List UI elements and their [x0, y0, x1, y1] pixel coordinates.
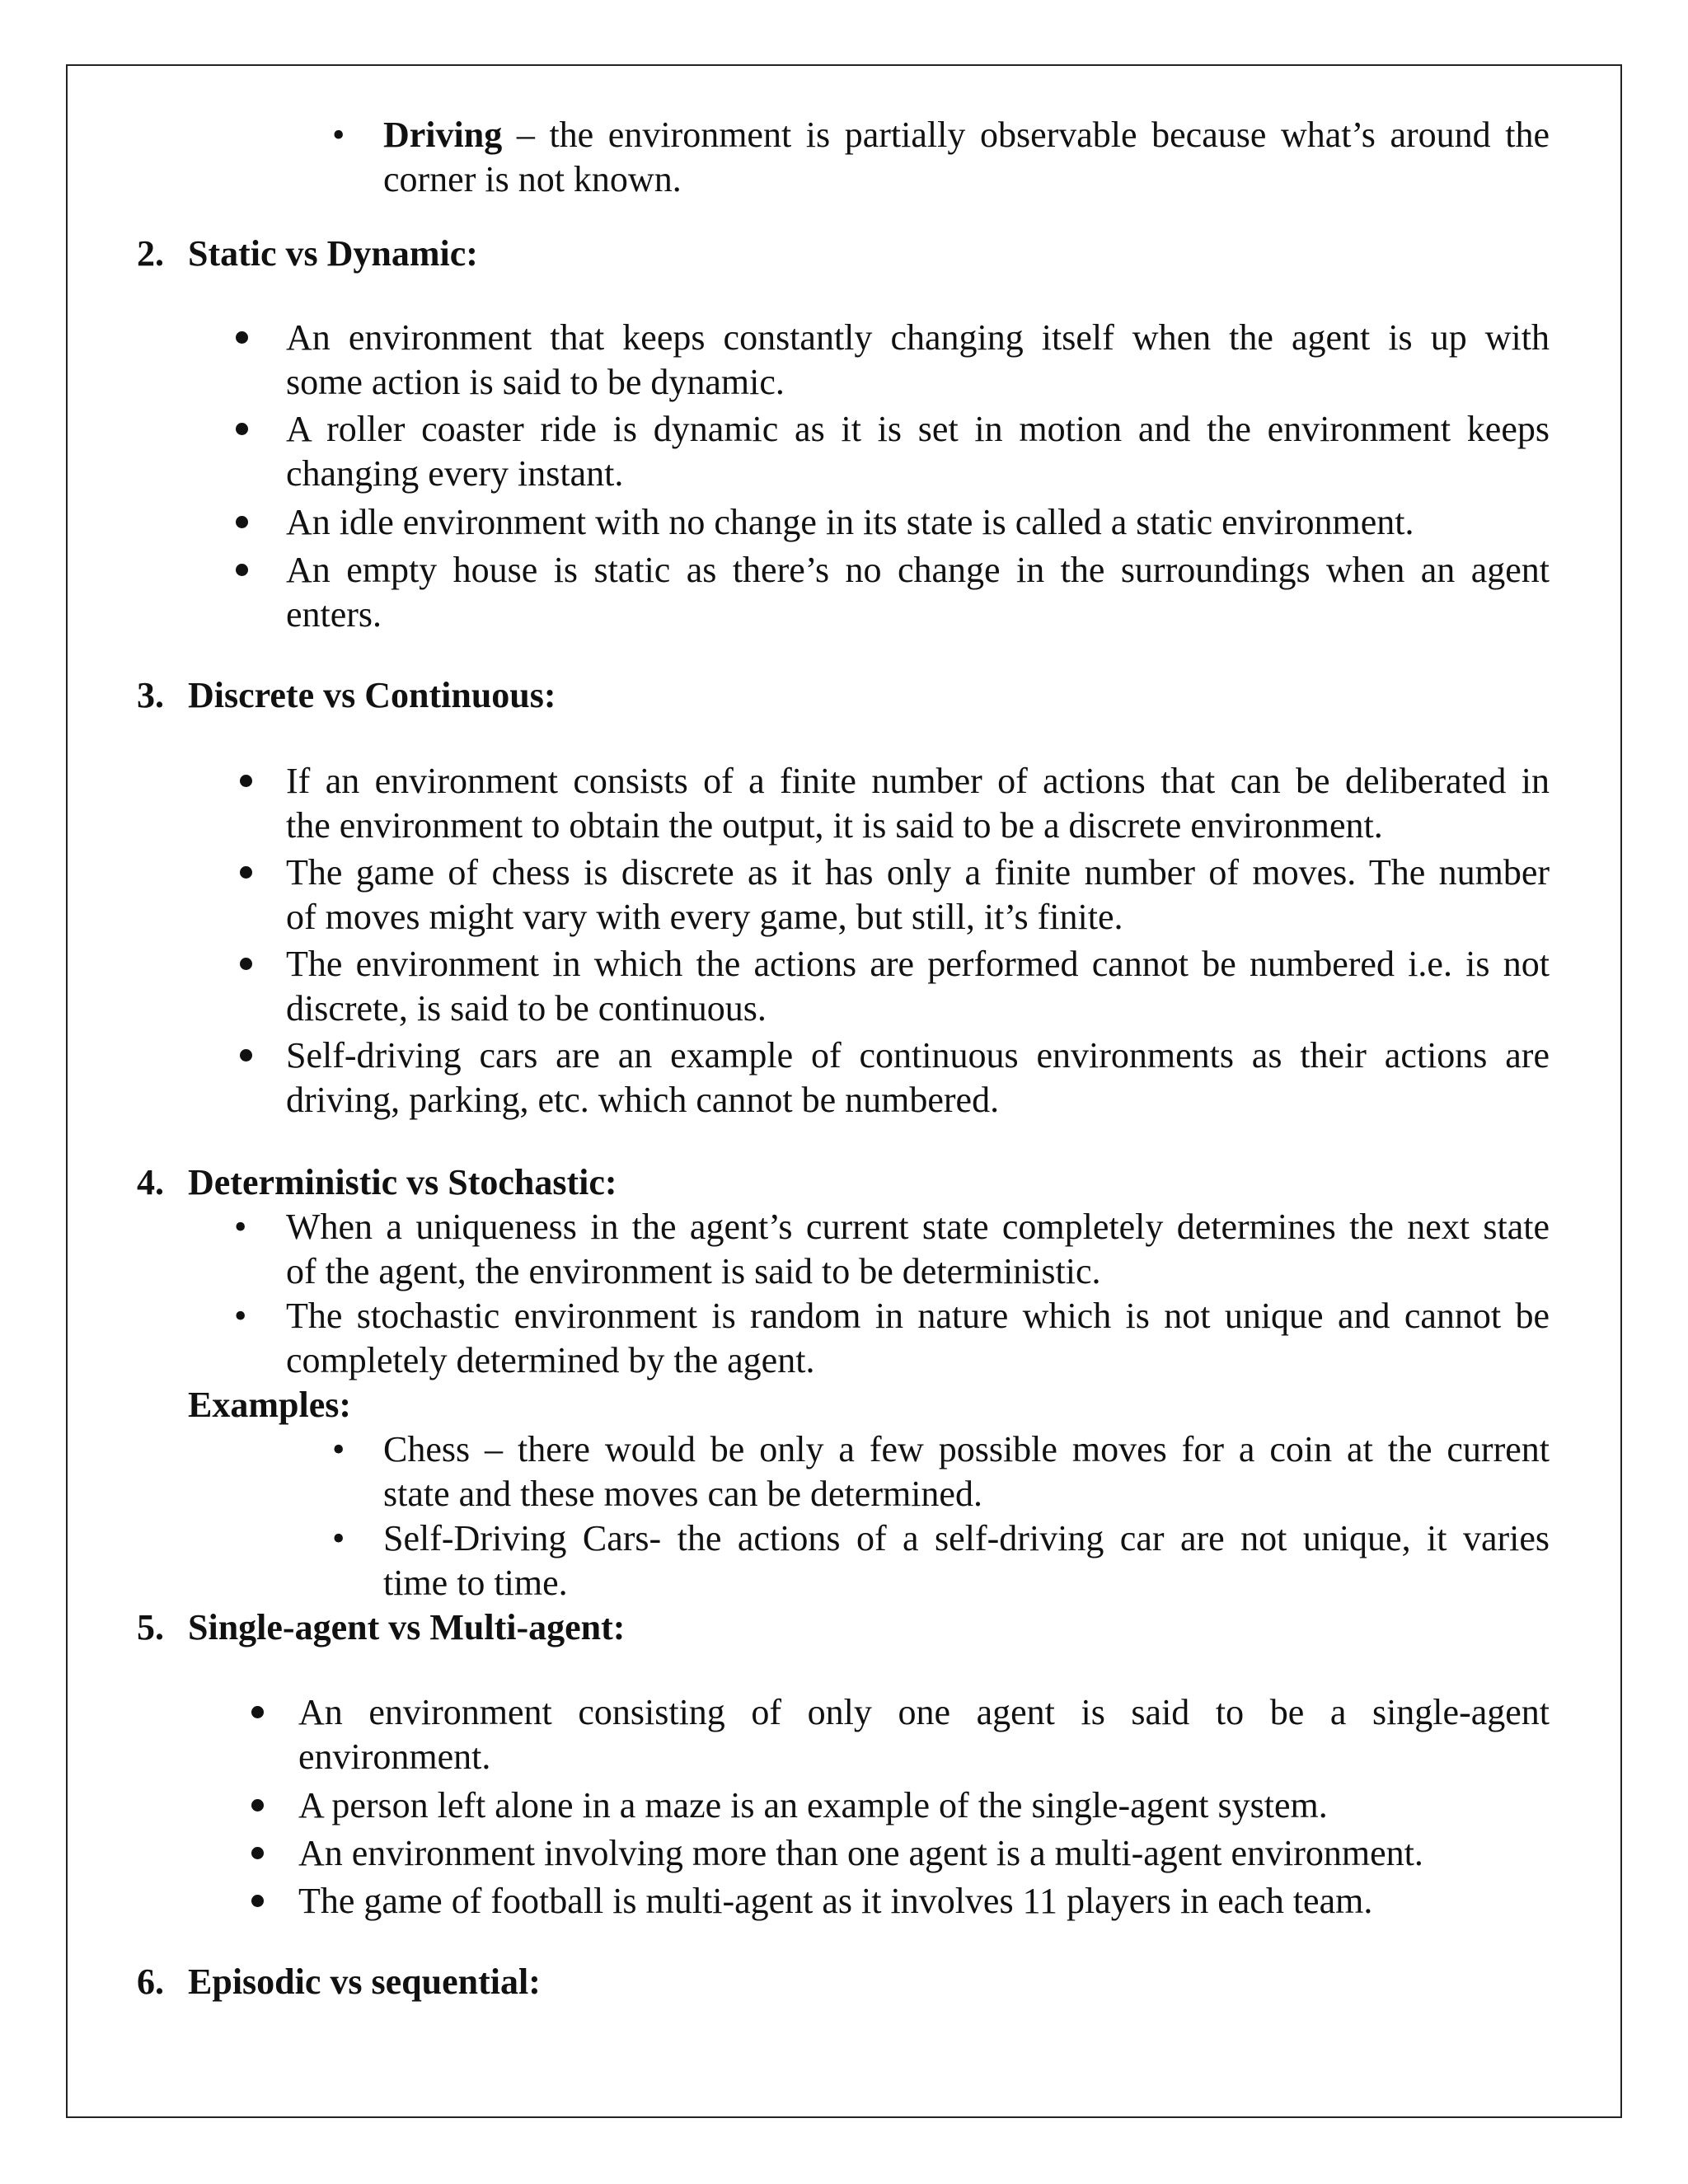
bullet-marker [240, 958, 252, 970]
list-item-line: An idle environment with no change in its state is called a static environment. [286, 502, 1414, 542]
section-heading: 4. Deterministic vs Stochastic: [137, 1162, 617, 1202]
section-title: Static vs Dynamic: [188, 233, 478, 274]
bullet-marker [236, 516, 248, 528]
list-item-line: An environment that keeps constantly changing itself when the agent is up with [286, 317, 1550, 358]
list-item-line: The game of football is multi-agent as it involves 11 players in each team. [298, 1881, 1373, 1921]
list-item-line: the environment to obtain the output, it is said to be a discrete environment. [286, 805, 1383, 846]
list-item-line: changing every instant. [286, 453, 624, 494]
intro-line-1 [383, 113, 1550, 157]
bullet-marker [251, 1799, 264, 1811]
section-heading: 3. Discrete vs Continuous: [137, 675, 556, 715]
list-item-line: enters. [286, 594, 382, 635]
list-item-line: The stochastic environment is random in nature which is not unique and cannot be [286, 1296, 1550, 1336]
section-title: Discrete vs Continuous: [188, 675, 556, 715]
bullet-marker [236, 564, 248, 576]
list-item-line: A person left alone in a maze is an example of the single-agent system. [298, 1785, 1328, 1825]
list-item-line: of the agent, the environment is said to be deterministic. [286, 1251, 1101, 1291]
section-heading: 5. Single-agent vs Multi-agent: [137, 1607, 626, 1647]
bullet-marker [240, 775, 252, 787]
list-item-line: driving, parking, etc. which cannot be numbered. [286, 1080, 1000, 1120]
bullet-marker: • [332, 1429, 345, 1469]
list-item-line: of moves might vary with every game, but still, it’s finite. [286, 897, 1123, 937]
bullet-marker: • [332, 115, 345, 155]
bullet-marker [251, 1706, 264, 1718]
bullet-marker [251, 1847, 264, 1859]
list-item-line: discrete, is said to be continuous. [286, 988, 767, 1029]
section-title: Deterministic vs Stochastic: [188, 1162, 617, 1202]
list-item-line: Self-Driving Cars- the actions of a self-driving car are not unique, it varies [383, 1518, 1550, 1558]
list-item-line: time to time. [383, 1563, 568, 1603]
section-heading: 2. Static vs Dynamic: [137, 233, 478, 274]
list-item-line: completely determined by the agent. [286, 1340, 815, 1380]
bullet-marker [251, 1895, 264, 1907]
intro-term: Driving [383, 115, 503, 155]
list-item-line: A roller coaster ride is dynamic as it is set in motion and the environment keeps [286, 409, 1550, 449]
list-item-line: some action is said to be dynamic. [286, 362, 785, 402]
list-item-line: Chess – there would be only a few possible moves for a coin at the current [383, 1429, 1550, 1469]
list-item-line: An environment consisting of only one agent is said to be a single-agent [298, 1692, 1550, 1732]
bullet-marker: • [234, 1207, 247, 1247]
list-item-line: The game of chess is discrete as it has only a finite number of moves. The number [286, 852, 1550, 893]
list-item-line: An environment involving more than one agent is a multi-agent environment. [298, 1833, 1423, 1873]
bullet-marker [240, 866, 252, 879]
list-item-line: state and these moves can be determined. [383, 1474, 982, 1514]
bullet-marker [236, 331, 248, 344]
bullet-marker: • [234, 1296, 247, 1336]
section-title: Single-agent vs Multi-agent: [188, 1607, 626, 1647]
intro-text: – the environment is partially observable because what’s around the [502, 115, 1550, 155]
list-item-line: When a uniqueness in the agent’s current state completely determines the next state [286, 1207, 1550, 1247]
bullet-marker: • [332, 1518, 345, 1558]
bullet-marker [236, 423, 248, 435]
section-heading: 6. Episodic vs sequential: [137, 1961, 541, 2002]
section-title: Episodic vs sequential: [188, 1961, 541, 2002]
list-item-line: An empty house is static as there’s no change in the surroundings when an agent [286, 550, 1550, 590]
list-item-line: If an environment consists of a finite number of actions that can be deliberated in [286, 761, 1550, 801]
list-item-line: The environment in which the actions are performed cannot be numbered i.e. is not [286, 944, 1550, 984]
intro-line-2: corner is not known. [383, 159, 682, 199]
bullet-marker [240, 1049, 252, 1062]
examples-label: Examples: [188, 1385, 351, 1425]
list-item-line: environment. [298, 1736, 491, 1777]
list-item-line: Self-driving cars are an example of continuous environments as their actions are [286, 1035, 1550, 1076]
